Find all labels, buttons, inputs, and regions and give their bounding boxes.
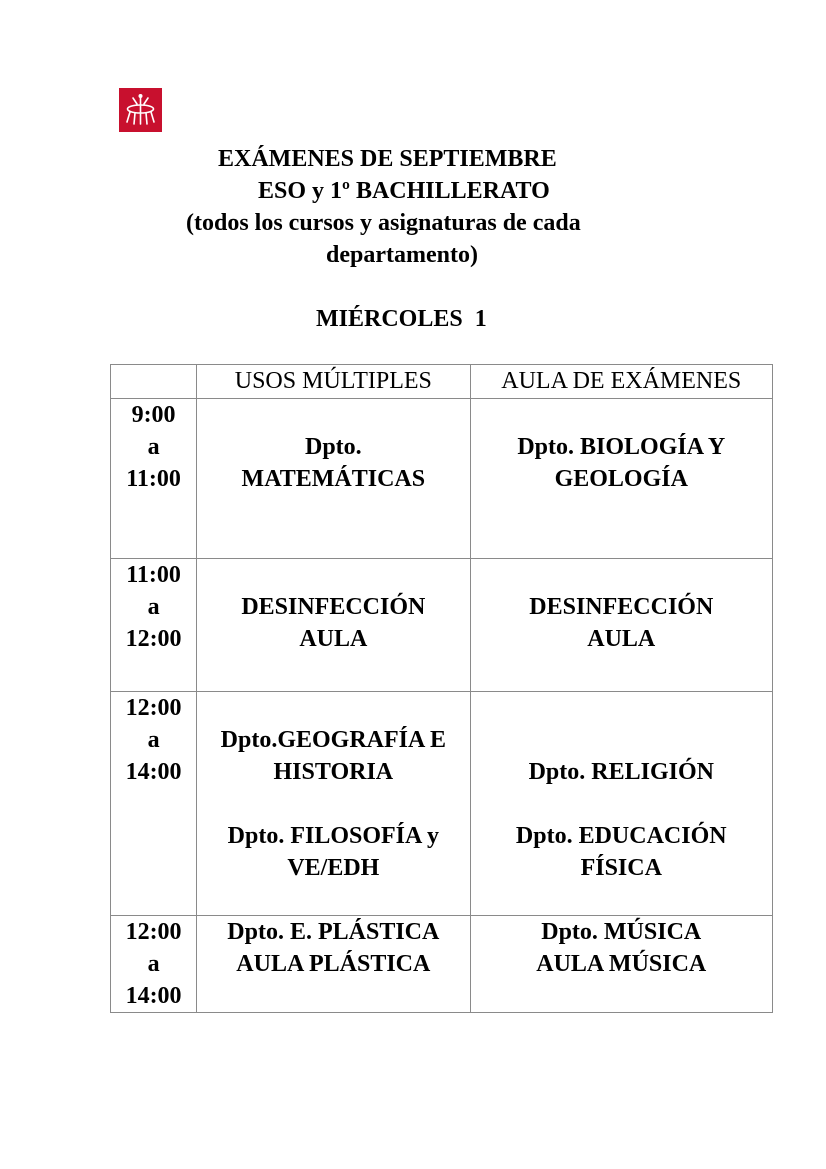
table-row xyxy=(111,916,773,1013)
table-header-row xyxy=(111,365,773,399)
time-cell: 12:00 a 14:00 xyxy=(111,916,197,1013)
room-a-cell: DESINFECCIÓN AULA xyxy=(197,559,470,692)
time-cell: 11:00 a 12:00 xyxy=(111,559,197,692)
header-cell-time xyxy=(111,365,197,399)
room-a-cell: Dpto.GEOGRAFÍA E HISTORIA Dpto. FILOSOFÍA y VE/EDH xyxy=(197,692,470,916)
room-b-cell: Dpto. RELIGIÓN Dpto. EDUCACIÓN FÍSICA xyxy=(470,692,772,916)
title-line-4: departamento) xyxy=(326,242,478,268)
title-line-1: EXÁMENES DE SEPTIEMBRE xyxy=(218,146,557,172)
school-logo-icon xyxy=(119,88,162,132)
table-row xyxy=(111,559,773,692)
time-cell: 9:00 a 11:00 xyxy=(111,399,197,559)
time-cell: 12:00 a 14:00 xyxy=(111,692,197,916)
day-heading: MIÉRCOLES 1 xyxy=(316,306,487,332)
table-row xyxy=(111,399,773,559)
header-cell-aula-examenes: AULA DE EXÁMENES xyxy=(470,365,772,399)
room-b-cell: Dpto. MÚSICA AULA MÚSICA xyxy=(470,916,772,1013)
table-row xyxy=(111,692,773,916)
header-cell-usos-multiples: USOS MÚLTIPLES xyxy=(197,365,470,399)
room-a-cell: Dpto. E. PLÁSTICA AULA PLÁSTICA xyxy=(197,916,470,1013)
room-b-cell: Dpto. BIOLOGÍA Y GEOLOGÍA xyxy=(470,399,772,559)
room-a-cell: Dpto. MATEMÁTICAS xyxy=(197,399,470,559)
title-line-3: (todos los cursos y asignaturas de cada xyxy=(186,210,581,236)
room-b-cell: DESINFECCIÓN AULA xyxy=(470,559,772,692)
title-line-2: ESO y 1º BACHILLERATO xyxy=(258,178,550,204)
exam-schedule-table xyxy=(110,364,773,1013)
